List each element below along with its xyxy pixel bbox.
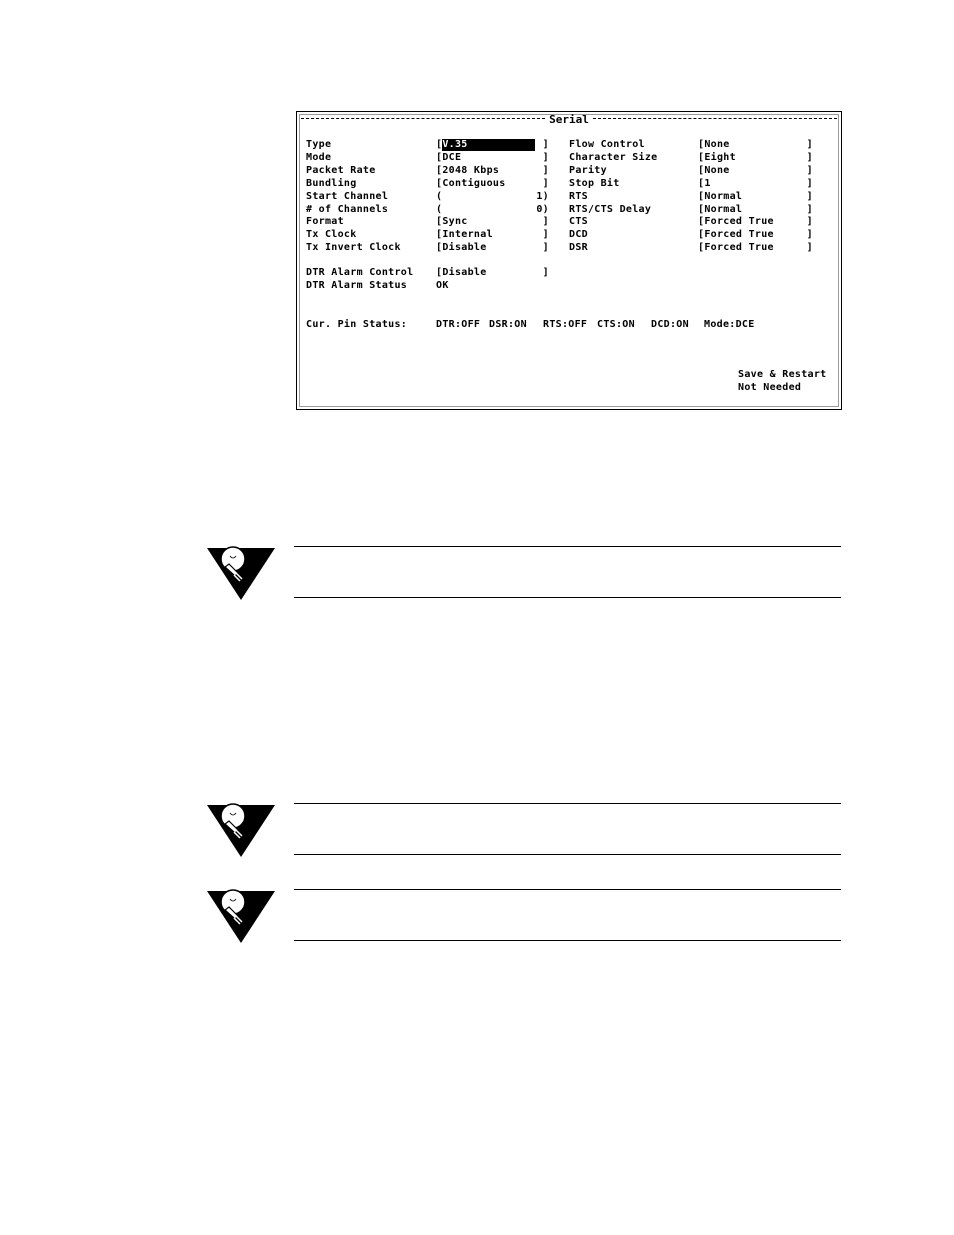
label-mode: Mode: [306, 152, 332, 163]
field-dtr-alarm-control[interactable]: [Disable ]: [436, 267, 549, 278]
field-parity-value: None: [704, 165, 730, 176]
label-format: Format: [306, 216, 344, 227]
pin-status-dtr: DTR:OFF: [436, 319, 481, 330]
field-format-close: ]: [542, 216, 549, 227]
field-tx-clock-value: Internal: [442, 229, 493, 240]
field-type[interactable]: [436, 139, 549, 151]
field-type-value: V.35: [442, 139, 535, 151]
field-tx-invert-clock-value: Disable: [442, 242, 487, 253]
label-rts: RTS: [569, 191, 588, 202]
screen-title: Serial: [549, 112, 589, 126]
note-callout-1: [207, 546, 841, 598]
field-tx-clock-close: ]: [542, 229, 549, 240]
field-character-size-value: Eight: [704, 152, 736, 163]
label-rts-cts-delay: RTS/CTS Delay: [569, 204, 652, 215]
label-flow-control: Flow Control: [569, 139, 645, 150]
field-bundling-value: Contiguous: [442, 178, 506, 189]
field-packet-rate[interactable]: [436, 165, 549, 177]
label-dtr-alarm-control: DTR Alarm Control: [306, 267, 414, 278]
field-packet-rate-value: 2048 Kbps: [442, 165, 500, 176]
label-packet-rate: Packet Rate: [306, 165, 376, 176]
field-cts[interactable]: [Forced True ]: [698, 216, 813, 227]
field-start-channel-number: 1: [536, 191, 543, 202]
field-cts-value: Forced True: [704, 216, 774, 227]
field-tx-invert-clock-close: ]: [542, 242, 549, 253]
pin-status-rts: RTS:OFF: [543, 319, 588, 330]
field-mode-close: ]: [542, 152, 549, 163]
save-restart-line2: Not Needed: [738, 382, 802, 393]
field-mode-open: [: [436, 152, 443, 163]
pin-status-cts: CTS:ON: [597, 319, 635, 330]
lightbulb-icon: [207, 803, 275, 857]
label-type: Type: [306, 139, 332, 150]
field-start-channel-open: (: [436, 191, 443, 202]
note-rule-top: [294, 889, 841, 890]
field-type-close: ]: [542, 139, 549, 150]
field-packet-rate-close: ]: [542, 165, 549, 176]
label-dsr: DSR: [569, 242, 588, 253]
field-num-channels-close: ): [542, 204, 549, 215]
note-rule-bottom: [294, 597, 841, 598]
field-dtr-alarm-control-value: Disable: [442, 267, 487, 278]
label-dtr-alarm-status: DTR Alarm Status: [306, 280, 408, 291]
note-rule-top: [294, 546, 841, 547]
label-tx-clock: Tx Clock: [306, 229, 357, 240]
field-character-size[interactable]: [Eight ]: [698, 152, 813, 163]
field-start-channel-value: [536, 191, 549, 203]
field-bundling-open: [: [436, 178, 443, 189]
field-tx-clock[interactable]: [436, 229, 549, 241]
field-rts[interactable]: [Normal ]: [698, 191, 813, 202]
label-tx-invert-clock: Tx Invert Clock: [306, 242, 401, 253]
field-type-open: [: [436, 139, 443, 150]
field-flow-control[interactable]: [None ]: [698, 139, 813, 150]
field-num-channels-open: (: [436, 204, 443, 215]
field-dsr-value: Forced True: [704, 242, 774, 253]
field-mode-value: DCE: [442, 152, 462, 163]
field-stop-bit[interactable]: [1 ]: [698, 178, 813, 189]
pin-status-dsr: DSR:ON: [489, 319, 527, 330]
field-tx-invert-clock[interactable]: [436, 242, 549, 254]
field-stop-bit-value: 1: [704, 178, 711, 189]
field-mode[interactable]: [436, 152, 549, 164]
note-callout-3: [207, 889, 841, 941]
pin-status-mode: Mode:DCE: [704, 319, 755, 330]
field-rts-value: Normal: [704, 191, 743, 202]
lightbulb-icon: [207, 546, 275, 600]
field-rts-cts-delay-value: Normal: [704, 204, 743, 215]
note-rule-bottom: [294, 854, 841, 855]
label-bundling: Bundling: [306, 178, 357, 189]
field-rts-cts-delay[interactable]: [Normal ]: [698, 204, 813, 215]
label-num-channels: # of Channels: [306, 204, 389, 215]
field-format-open: [: [436, 216, 443, 227]
field-bundling[interactable]: [436, 178, 549, 190]
label-start-channel: Start Channel: [306, 191, 389, 202]
field-flow-control-value: None: [704, 139, 730, 150]
label-parity: Parity: [569, 165, 607, 176]
screen-title-bar: [301, 112, 837, 126]
field-parity[interactable]: [None ]: [698, 165, 813, 176]
field-dcd[interactable]: [Forced True ]: [698, 229, 813, 240]
field-packet-rate-open: [: [436, 165, 443, 176]
field-bundling-close: ]: [542, 178, 549, 189]
field-dcd-value: Forced True: [704, 229, 774, 240]
note-callout-2: [207, 803, 841, 855]
field-start-channel[interactable]: [436, 191, 549, 203]
label-dcd: DCD: [569, 229, 588, 240]
dtr-alarm-status-value: OK: [436, 280, 449, 291]
field-num-channels-value: [536, 204, 549, 216]
field-start-channel-close: ): [542, 191, 549, 202]
note-rule-top: [294, 803, 841, 804]
field-dsr[interactable]: [Forced True ]: [698, 242, 813, 253]
field-format[interactable]: [436, 216, 549, 228]
label-character-size: Character Size: [569, 152, 658, 163]
field-num-channels-number: 0: [536, 204, 543, 215]
note-rule-bottom: [294, 940, 841, 941]
label-cts: CTS: [569, 216, 588, 227]
label-pin-status: Cur. Pin Status:: [306, 319, 408, 330]
field-num-channels[interactable]: [436, 204, 549, 216]
field-format-value: Sync: [442, 216, 468, 227]
pin-status-dcd: DCD:ON: [651, 319, 689, 330]
lightbulb-icon: [207, 889, 275, 943]
serial-config-screen: [296, 111, 842, 410]
save-restart-line1: Save & Restart: [738, 369, 827, 380]
field-tx-invert-clock-open: [: [436, 242, 443, 253]
label-stop-bit: Stop Bit: [569, 178, 620, 189]
field-tx-clock-open: [: [436, 229, 443, 240]
